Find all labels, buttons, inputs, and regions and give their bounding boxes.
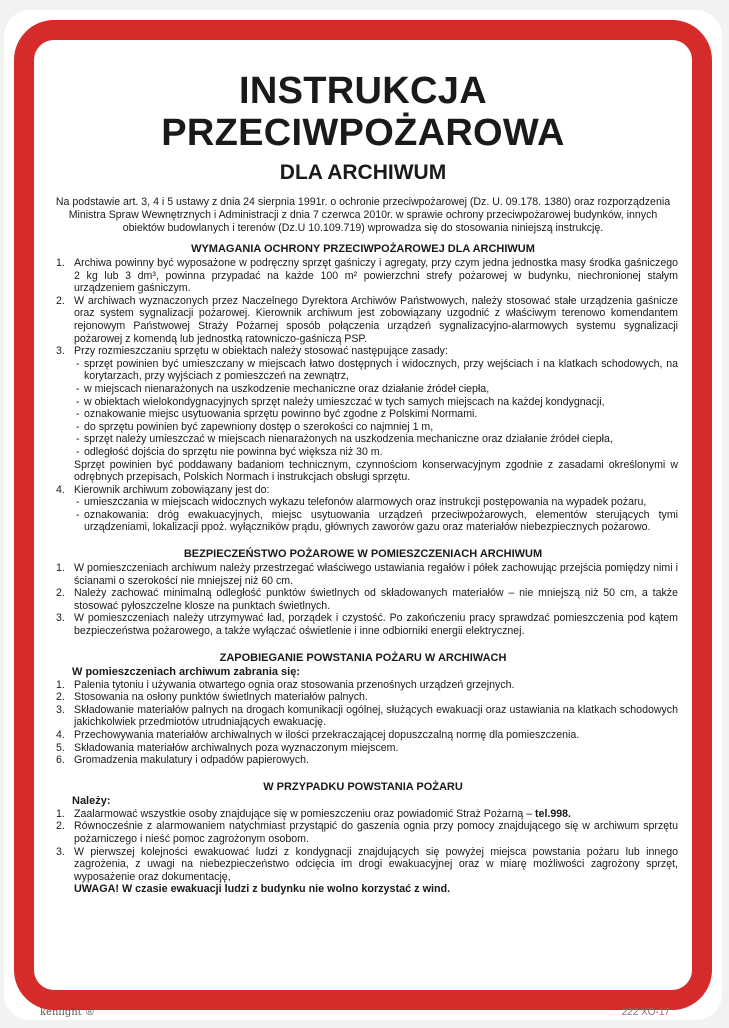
equipment-note: Sprzęt powinien być poddawany badaniom technicznym, czynnościom konserwacyjnym zgodnie z zasadami określonymi w odrębnych przepisach, Polskich Normach i instrukcjach obsługi sprzętu. (74, 458, 678, 484)
fire-instruction-sign (4, 10, 722, 1020)
section-1-list (48, 257, 678, 534)
list-item: 3. W pomieszczeniach należy utrzymywać ład, porządek i czystość. Po zakończeniu pracy sprawdzać pomieszczenia pod kątem bezpieczeństwa pożarowego, a także wyłączać oświetlenie i inne odbiorniki energii elektrycznej. (56, 612, 678, 638)
brand-logo: kenlight ® (40, 1007, 95, 1018)
section-2-heading: BEZPIECZEŃSTWO POŻAROWE W POMIESZCZENIACH ARCHIWUM (183, 548, 543, 561)
list-item: 5. Składowania materiałów archiwalnych poza wyznaczonym miejscem. (56, 741, 399, 754)
dash-item: - umieszczania w miejscach widocznych wykazu telefonów alarmowych oraz instrukcji postępowania na wypadek pożaru, (74, 496, 678, 509)
list-item: 1. W pomieszczeniach archiwum należy przestrzegać właściwego ustawiania regałów i półek zachowując przejścia pomiędzy nimi i ścianami o szerokości nie mniejszej niż 60 cm. (56, 562, 678, 587)
list-item: 2. Należy zachować minimalną odległość punktów świetlnych od składowanych materiałów – nie mniejszą niż 50 cm, a także stosować pyłoszczelne klosze na punktach świetlnych. (56, 587, 678, 612)
section-3-subheading: W pomieszczeniach archiwum zabrania się: (72, 665, 301, 678)
list-item: 1. Archiwa powinny być wyposażone w podręczny sprzęt gaśniczy i agregaty, przy czym jedna jednostka masy środka gaśniczego 2 kg lub 3 dm³, powinna przypadać na każde 100 m² powierzchni strefy pożarowej w budynku, niechronionej stałym urządzeniem gaśniczym. (56, 257, 678, 295)
dash-item: - do sprzętu powinien być zapewniony dostęp o szerokości co najmniej 1 m, (74, 421, 678, 434)
list-item: 3. Składowanie materiałów palnych na drogach komunikacji ogólnej, służących ewakuacji oraz ustawiania na klatkach schodowych jakichkolwiek przedmiotów utrudniających ewakuację. (56, 703, 678, 729)
dash-list (74, 496, 678, 534)
list-item: 4. Przechowywania materiałów archiwalnych w ilości przekraczającej dopuszczalną normę dla pomieszczenia. (56, 729, 580, 741)
fire-phone-number: tel.998. (535, 807, 571, 820)
red-frame (14, 20, 712, 1010)
list-item: 2. Równocześnie z alarmowaniem natychmiast przystąpić do gaszenia ognia przy pomocy znajdującego się w archiwum sprzętu pożarniczego i nieść pomoc zagrożonym osobom. (56, 820, 678, 845)
dash-list (74, 358, 678, 459)
dash-item: - oznakowanie miejsc usytuowania sprzętu powinno być zgodne z Polskimi Normami. (74, 408, 678, 421)
product-code: 222 XO-17 (621, 1007, 670, 1018)
dash-item: - w miejscach nienarażonych na uszkodzenie mechaniczne oraz działanie źródeł ciepła, (74, 383, 678, 396)
sign-content (48, 56, 678, 974)
section-4-heading: W PRZYPADKU POWSTANIA POŻARU (263, 780, 463, 793)
section-3-heading: ZAPOBIEGANIE POWSTANIA POŻARU W ARCHIWACH (219, 651, 507, 664)
list-item: 1. Zaalarmować wszystkie osoby znajdujące się w pomieszczeniu oraz powiadomić Straż Pożarną – tel.998. (56, 807, 571, 820)
dash-item: - sprzęt powinien być umieszczany w miejscach łatwo dostępnych i widocznych, przy wejściach i na klatkach schodowych, na korytarzach, przy wyjściach z pomieszczeń na zewnątrz, (74, 358, 678, 383)
section-4-subheading: Należy: (72, 794, 111, 807)
dash-item: - oznakowania: dróg ewakuacyjnych, miejsc usytuowania urządzeń przeciwpożarowych, elementów sterujących tymi urządzeniami, lokalizacji ppoż. wyłączników prądu, głównych zaworów gazu oraz materiałów niebezpiecznych pożarowo. (74, 509, 678, 534)
list-item: 3. W pierwszej kolejności ewakuować ludzi z kondygnacji znajdujących się powyżej miejsca powstania pożaru lub innego zagrożenia, z uwagi na niebezpieczeństwo odcięcia im drogi ewakuacyjnej oraz w miarę możliwości zagrożony sprzęt, wyposażenie oraz dokumentację, (56, 845, 678, 883)
section-4-list (48, 808, 678, 884)
list-item: 6. Gromadzenia makulatury i odpadów papierowych. (56, 754, 309, 767)
list-item: 4. Kierownik archiwum zobowiązany jest do: - umieszczania w miejscach widocznych wykazu telefonów alarmowych oraz instrukcji postępowania na wypadek pożaru, - oznakowania: dróg ewakuacyjnych, miejsc usytuowania urządzeń przeciwpożarowych, elementów sterujących tymi urządzeniami, lokalizacji ppoż. wyłączników prądu, głównych zaworów gazu oraz materiałów niebezpiecznych pożarowo. (48, 484, 678, 534)
section-3-list (48, 679, 678, 767)
elevator-warning: UWAGA! W czasie ewakuacji ludzi z budynku nie wolno korzystać z wind. (74, 883, 451, 896)
section-2-list (48, 562, 678, 638)
list-item: 3. Przy rozmieszczaniu sprzętu w obiektach należy stosować następujące zasady: - sprzęt powinien być umieszczany w miejscach łatwo dostępnych i widocznych, przy wejściach i na klatkach schodowych, na korytarzach, przy wyjściach z pomieszczeń na zewnątrz, - w miejscach nienarażonych na uszkodzenie mechaniczne oraz działanie źródeł ciepła, - w obiektach wielokondygnacyjnych sprzęt należy umieszczać w tych samych miejscach na każdej kondygnacji, - oznakowanie miejsc usytuowania sprzętu powinno być zgodne z Polskimi Normami. - do sprzętu powinien być zapewniony dostęp o szerokości co najmniej 1 m, - sprzęt należy umieszczać w miejscach nienarażonych na uszkodzenia mechaniczne oraz działanie źródeł ciepła, - odległość dojścia do sprzętu nie powinna być większa niż 30 m. Sprzęt powinien być poddawany badaniom technicznym, czynnościom konserwacyjnym zgodnie z zasadami określonymi w odrębnych przepisach, Polskich Normach i instrukcjach obsługi sprzętu. (48, 345, 678, 484)
title-line-1: INSTRUKCJA (239, 70, 487, 112)
section-1-heading: WYMAGANIA OCHRONY PRZECIWPOŻAROWEJ DLA ARCHIWUM (191, 243, 535, 255)
dash-item: - w obiektach wielokondygnacyjnych sprzęt należy umieszczać w tych samych miejscach na każdej kondygnacji, (74, 396, 678, 409)
list-item: 1. Palenia tytoniu i używania otwartego ognia oraz stosowania przenośnych urządzeń grzejnych. (56, 678, 515, 691)
subtitle: DLA ARCHIWUM (279, 161, 447, 184)
list-item: 2. Stosowania na osłony punktów świetlnych materiałów palnych. (56, 691, 368, 704)
title-line-2: PRZECIWPOŻAROWA (161, 112, 565, 154)
intro-paragraph: Na podstawie art. 3, 4 i 5 ustawy z dnia 24 sierpnia 1991r. o ochronie przeciwpożarowej (Dz. U. 09.178. 1380) oraz rozporządzenia Ministra Spraw Wewnętrznych i Administracji z dnia 7 czerwca 2010r. w sprawie ochrony przeciwpożarowej budynków, innych obiektów budowlanych i terenów (Dz.U 10.109.719) wprowadza się do stosowania niniejszą instrukcję. (55, 196, 671, 234)
dash-item: - odległość dojścia do sprzętu nie powinna być większa niż 30 m. (74, 446, 678, 459)
dash-item: - sprzęt należy umieszczać w miejscach nienarażonych na uszkodzenia mechaniczne oraz działanie źródeł ciepła, (74, 433, 678, 446)
list-item: 2. W archiwach wyznaczonych przez Naczelnego Dyrektora Archiwów Państwowych, należy stosować stałe urządzenia gaśnicze oraz system sygnalizacji pożarowej. Kierownik archiwum jest zobowiązany uzgodnić z właściwym terenowo komendantem rejonowym Państwowej Straży Pożarnej sposób połączenia urządzeń sygnalizacyjno-alarmowych systemu sygnalizacji pożarowej z komendą lub jednostką ratowniczo-gaśniczą PSP. (56, 294, 678, 345)
